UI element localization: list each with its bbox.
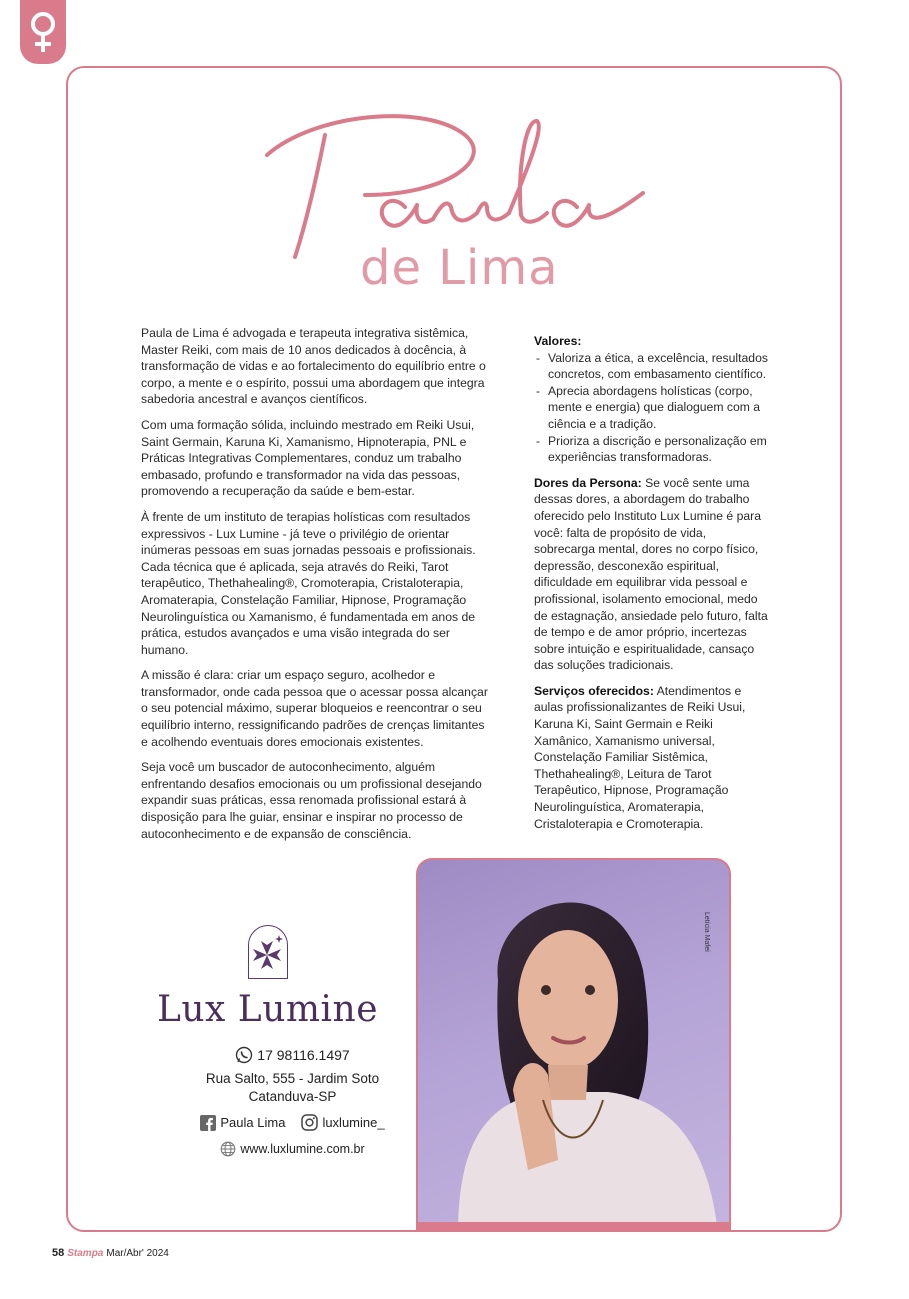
bio-paragraph-2: Com uma formação sólida, incluindo mestrado em Reiki Usui, Saint Germain, Karuna Ki, Xamanismo, Hipnoterapia, PNL e Práticas Integrativas Complementares, conduz um trabalho embasado, profundo e transformador na vida das pessoas, promovendo a recuperação da saúde e bem-estar. <box>141 417 475 499</box>
values-heading: Valores: <box>534 334 582 348</box>
photo-credit: Letícia Mafei <box>703 912 710 952</box>
pains-heading: Dores da Persona: <box>534 475 642 490</box>
instagram-icon <box>301 1114 318 1131</box>
value-item: - Aprecia abordagens holísticas (corpo, mente e energia) que dialoguem com a ciência e a tradição. <box>534 383 770 433</box>
address-line-2: Catanduva-SP <box>248 1089 337 1104</box>
portrait-photo <box>416 858 731 1232</box>
portrait-figure <box>418 860 731 1232</box>
pains-paragraph <box>534 475 770 674</box>
page-footer <box>52 1247 169 1259</box>
name-subtitle: de Lima <box>360 240 559 296</box>
services-heading: Serviços oferecidos: <box>534 683 654 698</box>
whatsapp-icon <box>235 1046 253 1064</box>
social-row <box>150 1114 435 1131</box>
instagram-handle: luxlumine_ <box>322 1115 385 1130</box>
website-row[interactable] <box>150 1141 435 1157</box>
magazine-name: Stampa <box>67 1248 104 1259</box>
value-item: - Prioriza a discrição e personalização em experiências transformadoras. <box>534 433 770 466</box>
brand-name: Lux Lumine <box>156 989 379 1030</box>
maltese-cross-icon <box>247 925 287 979</box>
pains-text: Se você sente uma dessas dores, a abordagem do trabalho oferecido pelo Instituto Lux Lumine é para você: falta de propósito de vida, sobrecarga mental, dores no corpo físico, depressão, desconexão espiritual, dificuldade em equilibrar vida pessoal e profissional, isolamento emocional, medo de estagnação, ansiedade pelo futuro, falta de tempo e de amor próprio, incertezas sobre intuição e espiritualidade, cansaço das soluções tradicionais. <box>534 475 768 673</box>
brand-block <box>150 925 385 1030</box>
bio-paragraph-3: À frente de um instituto de terapias holísticas com resultados expressivos - Lux Lumine - já teve o privilégio de orientar inúmeras pessoas em suas jornadas pessoais e profissionais. Cada técnica que é aplicada, seja através do Reiki, Tarot terapêutico, Thethahealing®, Cromoterapia, Cristaloterapia, Aromaterapia, Constelação Familiar, Hipnose, Programação Neurolinguística ou Xamanismo, é fundamentada em anos de prática, estudos avançados e uma visão integrada do ser humano. <box>141 509 476 657</box>
biography-column <box>141 325 492 851</box>
photo-accent-bar <box>418 1222 729 1232</box>
address-line-1: Rua Salto, 555 - Jardim Soto <box>205 1071 380 1086</box>
page-number: 58 <box>52 1247 65 1259</box>
female-symbol-icon <box>28 10 58 56</box>
phone-row <box>150 1046 435 1064</box>
facebook-icon <box>200 1115 216 1131</box>
services-paragraph <box>534 683 770 832</box>
globe-icon <box>220 1141 236 1157</box>
bio-paragraph-1: Paula de Lima é advogada e terapeuta integrativa sistêmica, Master Reiki, com mais de 10 anos dedicados à docência, à transformação de vidas e ao fortalecimento do equilíbrio entre o corpo, a mente e o espírito, possui uma abordagem que integra sabedoria ancestral e avanços científicos. <box>141 326 486 407</box>
services-text: Atendimentos e aulas profissionalizantes de Reiki Usui, Karuna Ki, Saint Germain e Reiki Xamânico, Xamanismo universal, Constelação Familiar Sistêmica, Thethahealing®, Leitura de Tarot Terapêutico, Hipnose, Programação Neurolinguística, Aromaterapia, Cristaloterapia e Cromoterapia. <box>534 683 746 831</box>
instagram-link[interactable] <box>301 1114 384 1131</box>
website-url: www.luxlumine.com.br <box>240 1142 365 1156</box>
section-tab <box>20 0 66 64</box>
brand-logo-arch <box>248 925 288 979</box>
bio-paragraph-5: Seja você um buscador de autoconhecimento, alguém enfrentando desafios emocionais ou um profissional desejando expandir suas práticas, essa renomada profissional estará à disposição para lhe guiar, ensinar e inspirar no processo de autoconhecimento e de expansão de consciência. <box>141 760 482 841</box>
issue-date: Mar/Abr' 2024 <box>106 1248 169 1259</box>
address <box>150 1070 435 1106</box>
facebook-link[interactable] <box>200 1115 285 1131</box>
details-column <box>534 333 770 841</box>
phone-number[interactable]: 17 98116.1497 <box>257 1047 350 1063</box>
value-item: - Valoriza a ética, a excelência, resultados concretos, com embasamento científico. <box>534 350 770 383</box>
values-list <box>534 350 770 466</box>
contact-block <box>150 1046 435 1157</box>
bio-paragraph-4: A missão é clara: criar um espaço seguro, acolhedor e transformador, onde cada pessoa que o acessar possa alcançar o seu potencial máximo, superar bloqueios e reencontrar o seu equilíbrio interno, ressignificando padrões de crenças limitantes e acolhendo eventuais dores emocionais existentes. <box>141 668 488 749</box>
facebook-handle: Paula Lima <box>220 1115 286 1130</box>
